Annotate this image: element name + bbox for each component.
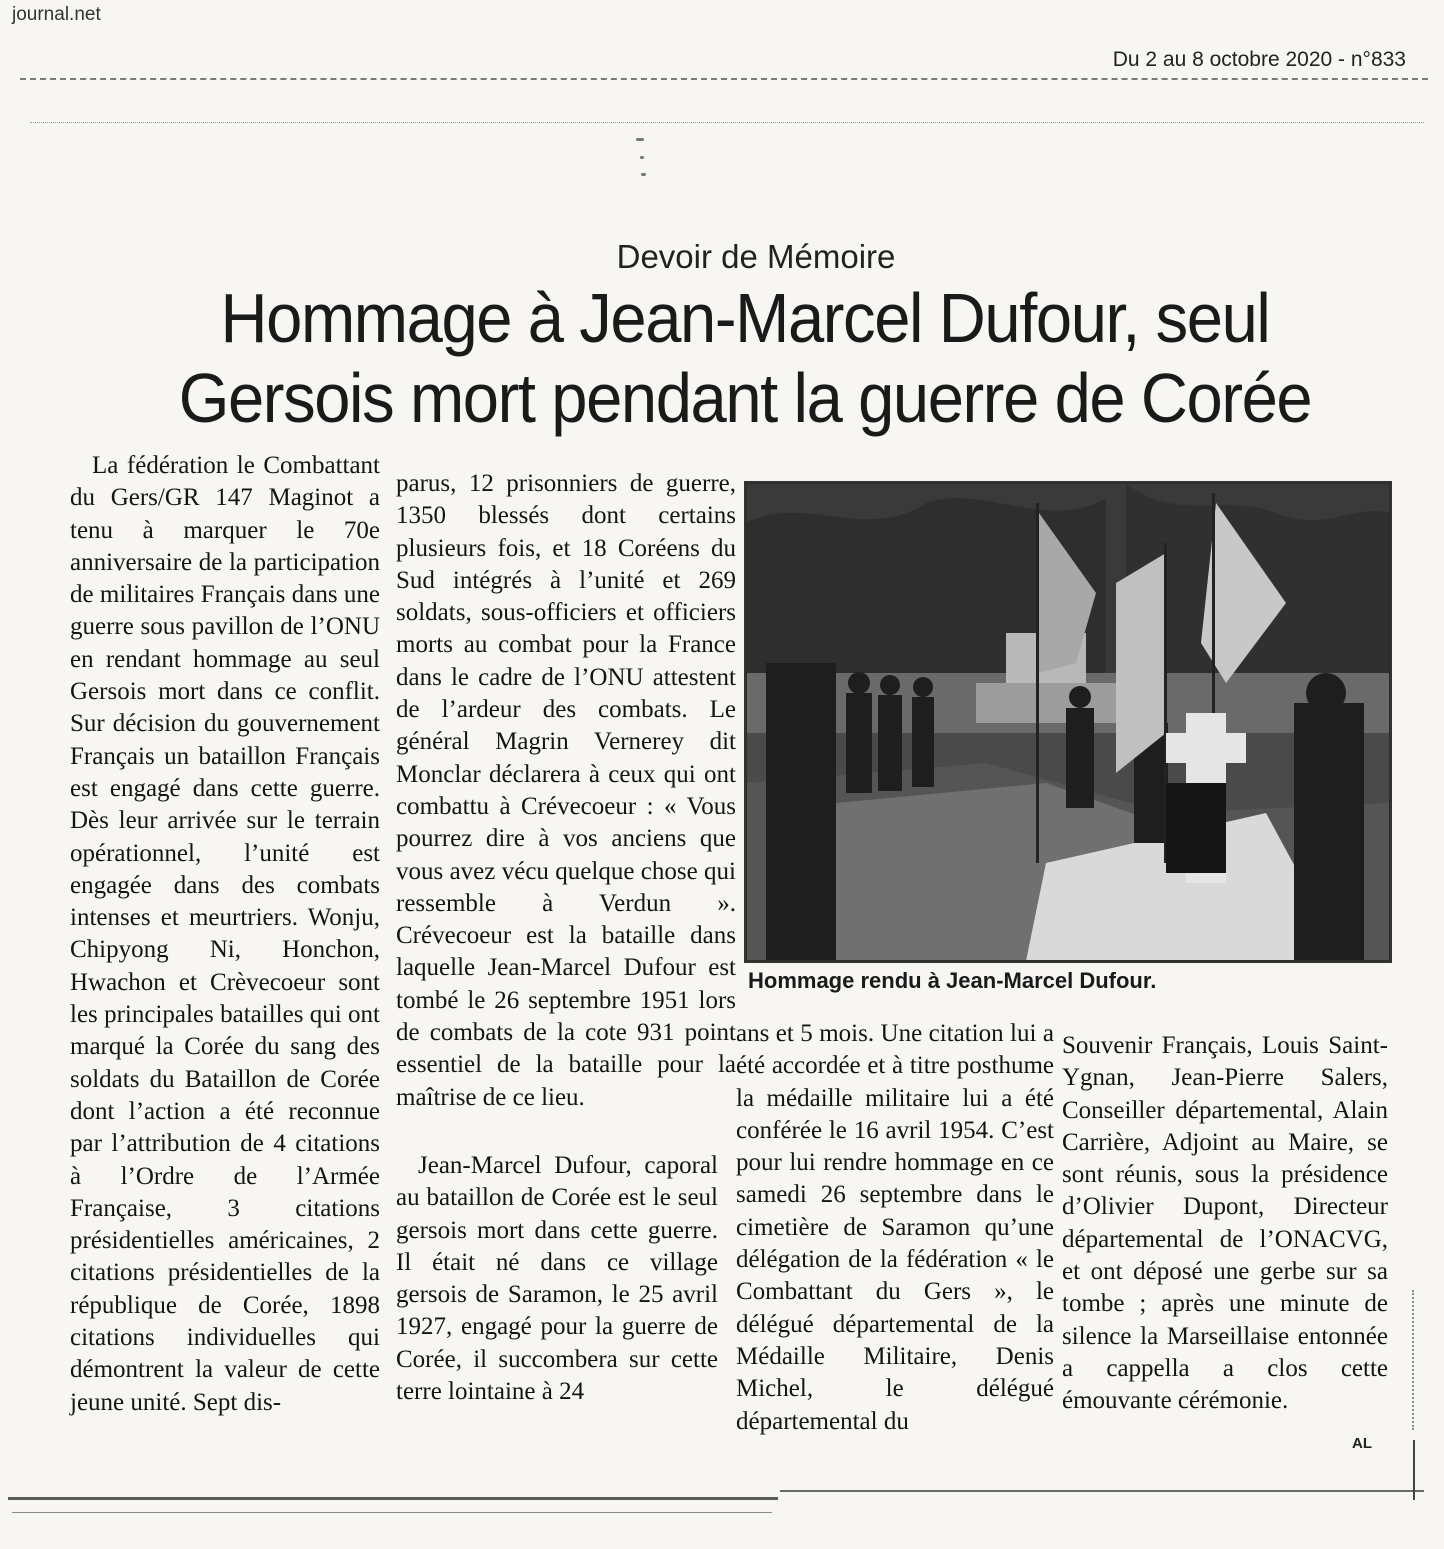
article-headline xyxy=(136,278,1354,438)
footer-rule-right xyxy=(780,1490,1424,1492)
footer-rule xyxy=(8,1497,778,1500)
headline-line-2: Gersois mort pendant la guerre de Corée xyxy=(178,359,1312,437)
article-kicker: Devoir de Mémoire xyxy=(616,238,896,275)
article-column-1 xyxy=(70,450,380,1419)
article-column-4 xyxy=(1062,1030,1388,1418)
header-rule-dotted xyxy=(30,122,1424,123)
headline-line-1: Hommage à Jean-Marcel Dufour, seul xyxy=(220,279,1270,357)
article-paragraph: La fédération le Combattant du Gers/GR 147 Maginot a tenu à marquer le 70e anniversaire de la participation de militaires Français dans une guerre sous pavillon de l’ONU en rendant hommage au seul Gersois mort dans ce conflit. Sur décision du gouvernement Français un bataillon Français est engagé dans cette guerre. Dès leur arrivée sur le terrain opérationnel, l’unité est engagée dans des combats intenses et meurtriers. Wonju, Chipyong Ni, Honchon, Hwachon et Crèvecoeur sont les principales batailles qui ont marqué la Corée du sang des soldats du Bataillon de Corée dont l’action a été reconnue par l’attribution de 4 citations à l’Ordre de l’Armée Française, 3 citations présidentielles américaines, 2 citations présidentielles de la république de Corée, 1898 citations individuelles qui démontrent la valeur de cette jeune unité. Sept dis- xyxy=(70,452,380,1416)
footer-rule-thin xyxy=(12,1512,772,1513)
scan-speck xyxy=(640,156,644,159)
scan-edge-marks xyxy=(1412,1290,1418,1430)
scan-speck xyxy=(636,138,644,141)
scan-edge-line xyxy=(1413,1440,1415,1500)
article-paragraph: Souvenir Français, Louis Saint-Ygnan, Jean-Pierre Salers, Conseiller départemental, Alain Carrière, Adjoint au Maire, se sont réunis, sous la présidence d’Olivier Dupont, Directeur départemental de l’ONACVG, et ont déposé une gerbe sur sa tombe ; après une minute de silence la Marseillaise entonnée a cappella a clos cette émouvante cérémonie. xyxy=(1062,1032,1388,1415)
article-photo xyxy=(744,481,1392,963)
article-paragraph: Jean-Marcel Dufour, caporal au bataillon de Corée est le seul gersois mort dans cette guerre. Il était né dans ce village gersois de Saramon, le 25 avril 1927, engagé pour la guerre de Corée, il succombera sur cette terre lointaine à 24 xyxy=(396,1152,718,1406)
article-paragraph: ans et 5 mois. Une citation lui a été accordée et à titre posthume la médaille militaire lui a été conférée le 16 avril 1954. C’est pour lui rendre hommage en ce samedi 26 septembre dans le cimetière de Saramon qu’une délégation de la fédération « le Combattant du Gers », le délégué départemental de la Médaille Militaire, Denis Michel, le délégué départemental du xyxy=(736,1020,1054,1435)
article-paragraph: parus, 12 prisonniers de guerre, 1350 blessés dont certains plusieurs fois, et 18 Coréens du Sud intégrés à l’unité et 269 soldats, sous-officiers et officiers morts au combat pour la France dans le cadre de l’ONU attestent de l’ardeur des combats. Le général Magrin Vernerey dit Monclar déclarera à ceux qui ont combattu à Crévecoeur : « Vous pourrez dire à vos anciens que vous avez vécu quelque chose qui ressemble à Verdun ». Crévecoeur est la bataille dans laquelle Jean-Marcel Dufour est tombé le 26 septembre 1951 lors de combats de la cote 931 point essentiel de la bataille pour la maîtrise de ce lieu. xyxy=(396,470,736,1111)
scan-speck xyxy=(641,173,646,176)
issue-date: Du 2 au 8 octobre 2020 - n°833 xyxy=(1112,48,1406,71)
article-column-2 xyxy=(396,468,736,1114)
article-column-3 xyxy=(736,1018,1054,1438)
article-column-2-bottom xyxy=(396,1150,718,1408)
author-signature: AL xyxy=(1352,1435,1372,1452)
site-name: journal.net xyxy=(12,4,101,25)
photo-caption: Hommage rendu à Jean-Marcel Dufour. xyxy=(748,968,1157,993)
cemetery-ceremony-image xyxy=(746,483,1390,961)
header-rule xyxy=(20,78,1428,80)
